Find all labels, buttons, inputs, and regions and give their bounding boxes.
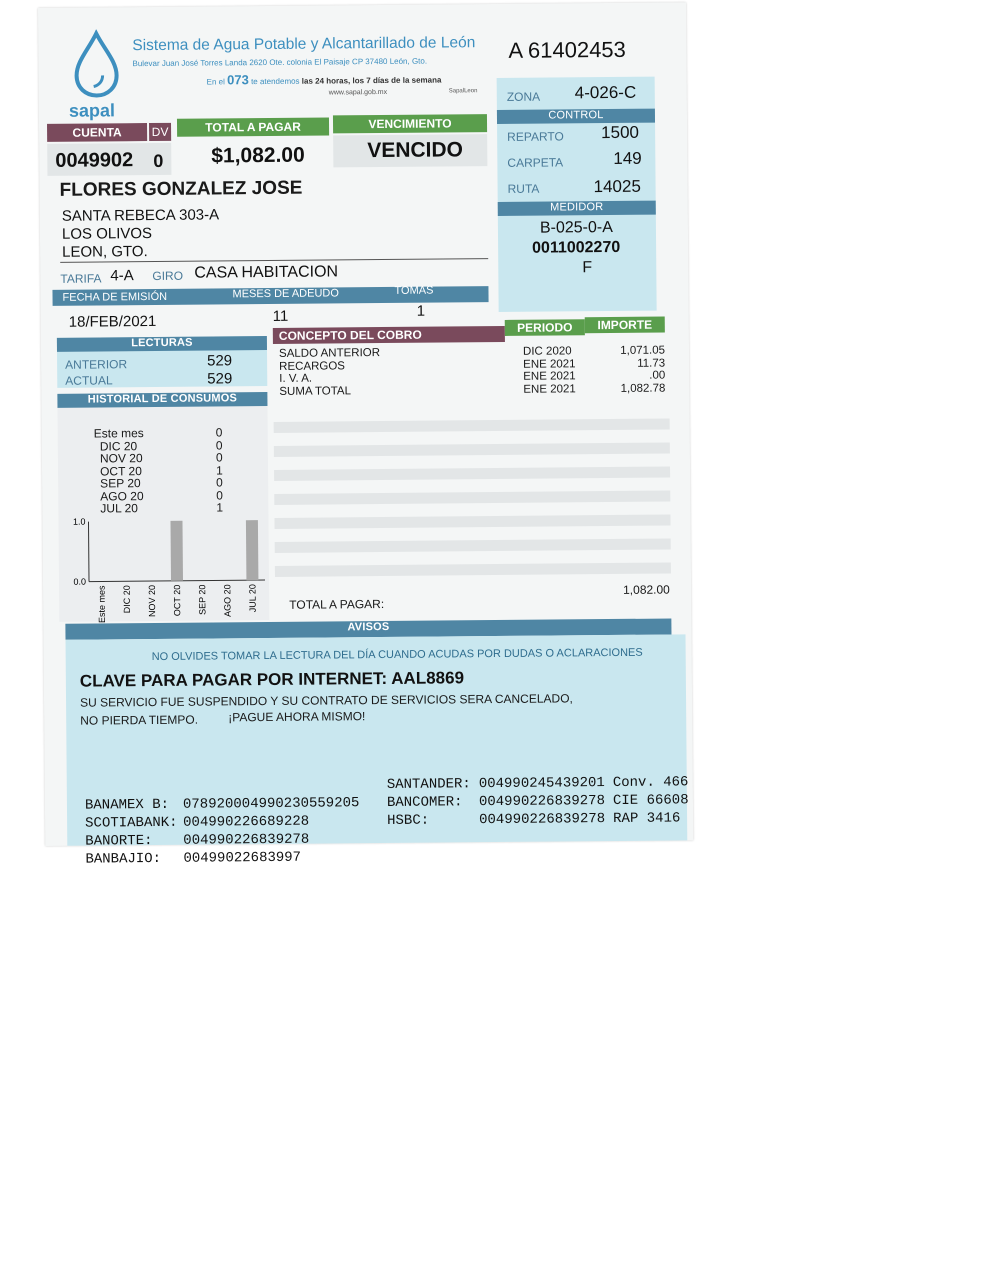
y-tick-label: 0.0 [73,576,87,587]
bank-reference: 004990245439201 [478,775,605,793]
consumption-chart [58,506,269,624]
reparto-label: REPARTO [507,129,564,144]
ruta-value: 14025 [593,176,641,197]
total-header: TOTAL A PAGAR [177,117,329,136]
historial-month: SEP 20 [100,476,141,491]
dv-header: DV [149,123,171,141]
historial-rows [93,425,234,516]
avisos-line2: SU SERVICIO FUE SUSPENDIDO Y SU CONTRATO DE SERVICIOS SERA CANCELADO, [80,691,573,710]
x-tick-label: SEP 20 [197,584,208,615]
carpeta-value: 149 [613,148,642,168]
chart-bar [170,521,183,581]
tarifa-value: 4-A [110,267,134,285]
bank-extra: RAP 3416 [613,810,681,828]
historial-month: DIC 20 [99,438,138,453]
control-header: CONTROL [497,109,655,124]
historial-month: AGO 20 [100,488,144,503]
importe-cell: 1,082.78 [620,382,666,395]
bank-row [85,832,309,850]
concepto-cell: SUMA TOTAL [279,384,351,398]
bank-name: SANTANDER: [386,776,471,793]
avisos-line1: NO OLVIDES TOMAR LA LECTURA DEL DÍA CUANDO ACUDAS POR DUDAS O ACLARACIONES [151,646,643,664]
bank-extra: Conv. 466 [612,774,689,792]
historial-row [94,464,234,477]
periodo-cell: ENE 2021 [523,357,576,371]
historial-value: 0 [215,450,223,465]
historial-month: JUL 20 [100,501,139,516]
bank-row [85,850,301,868]
customer-name: FLORES GONZALEZ JOSE [59,177,303,201]
cuenta-value: 0049902 [55,149,134,172]
historial-month: Este mes [93,426,144,441]
bank-row [387,774,689,793]
customer-city: LEON, GTO. [62,243,148,261]
carpeta-label: CARPETA [507,155,564,170]
cobro-row [279,382,665,397]
bank-row [85,795,360,813]
website: www.sapal.gob.mx [328,88,388,97]
concepto-cell: RECARGOS [279,359,346,373]
org-address: Bulevar Juan José Torres Landa 2620 Ote. colonia El Paisaje CP 37480 León, Gto. [132,56,428,69]
zona-label: ZONA [506,89,541,104]
x-tick-label: JUL 20 [247,584,258,613]
stripe [274,443,670,457]
medidor-line2: 0011002270 [532,238,621,257]
historial-row [94,451,234,464]
bank-name: BANCOMER: [386,794,463,811]
total-value: $1,082.00 [211,143,305,168]
importe-cell: 1,071.05 [620,344,666,357]
y-tick-label: 1.0 [72,516,86,527]
bank-name: BANAMEX B: [84,796,170,814]
stripe [275,538,671,552]
x-tick-label: Este mes [96,585,107,624]
stripe [274,491,670,505]
bank-row [387,810,680,829]
periodo-cell: DIC 2020 [522,345,572,358]
stripe [274,515,670,529]
historial-month: OCT 20 [99,463,142,478]
historial-row [94,439,234,452]
importe-cell: 11.73 [637,357,666,370]
vencimiento-header: VENCIMIENTO [333,114,487,133]
y-axis [88,522,89,582]
bank-name: SCOTIABANK: [85,814,178,832]
bank-reference: 004990226839278 [478,793,606,811]
historial-month: NOV 20 [99,451,143,466]
avisos-line3a: NO PIERDA TIEMPO. [80,712,199,728]
giro-label: GIRO [152,268,184,284]
customer-colonia: LOS OLIVOS [61,225,153,243]
social-handle: SapalLeon [448,88,478,95]
historial-value: 0 [216,475,223,490]
customer-street: SANTA REBECA 303-A [61,206,220,225]
historial-value: 1 [216,500,224,515]
bank-row [387,792,689,811]
meses-adeudo-label: MESES DE ADEUDO [232,287,339,301]
historial-value: 0 [215,425,223,440]
bank-name: BANORTE: [85,833,153,850]
periodo-header: PERIODO [505,319,585,336]
stripe [275,562,671,576]
chart-bar [246,520,259,580]
historial-value: 0 [215,437,223,452]
bank-name: BANBAJIO: [85,850,162,868]
anterior-label: ANTERIOR [65,357,128,372]
importe-header: IMPORTE [585,317,665,334]
dv-value: 0 [153,150,164,171]
x-tick-label: DIC 20 [121,585,132,614]
medidor-header: MEDIDOR [498,201,656,216]
vencimiento-value: VENCIDO [367,138,464,163]
cobro-items [278,344,666,398]
x-tick-label: AGO 20 [222,584,233,617]
bank-row [85,814,309,832]
avisos-line3b: ¡PAGUE AHORA MISMO! [228,709,366,725]
giro-value: CASA HABITACION [194,263,339,282]
tomas-label: TOMAS [394,284,434,297]
fecha-emision-value: 18/FEB/2021 [68,312,157,331]
medidor-line1: B-025-0-A [539,218,613,237]
importe-cell: .00 [649,369,666,382]
concepto-header: CONCEPTO DEL COBRO [273,326,505,344]
periodo-cell: ENE 2021 [523,382,576,396]
reparto-value: 1500 [601,122,640,143]
historial-header: HISTORIAL DE CONSUMOS [57,392,267,408]
phone-prefix: En el [206,77,225,87]
actual-label: ACTUAL [65,373,113,388]
x-tick-label: NOV 20 [146,584,158,618]
historial-value: 0 [216,487,224,502]
clave-internet: CLAVE PARA PAGAR POR INTERNET: AAL8869 [79,668,465,691]
lecturas-header: LECTURAS [57,336,267,352]
org-name: Sistema de Agua Potable y Alcantarillado de León [132,34,476,55]
cuenta-header: CUENTA [47,123,147,142]
x-tick-label: OCT 20 [172,584,183,617]
bank-reference: 004990226689228 [183,813,310,831]
fecha-emision-label: FECHA DE EMISIÓN [62,290,168,304]
total-pagar-value: 1,082.00 [623,582,670,597]
concepto-cell: I. V. A. [279,372,313,385]
bank-name: HSBC: [387,812,430,829]
bank-reference: 078920004990230559205 [182,795,360,813]
bank-extra: CIE 66608 [612,792,689,810]
avisos-header: AVISOS [65,618,671,639]
phone-text2: las 24 horas, los 7 días de la semana [301,75,442,86]
historial-row [94,476,234,489]
historial-row [94,426,234,439]
ruta-label: RUTA [507,181,540,196]
concepto-cell: SALDO ANTERIOR [278,347,381,360]
historial-row [94,489,234,502]
historial-value: 1 [215,462,223,477]
phone-text1: te atendemos [251,76,300,87]
phone-number: 073 [227,72,249,88]
anterior-value: 529 [207,352,233,370]
water-bill [38,2,693,868]
stripe [274,467,670,481]
total-pagar-label: TOTAL A PAGAR: [289,597,385,612]
water-drop-icon [66,29,127,100]
brand-name: sapal [68,100,116,121]
actual-value: 529 [207,370,233,388]
zona-value: 4-026-C [574,82,637,103]
bank-reference: 004990226839278 [479,811,606,829]
tomas-value: 1 [416,302,426,320]
periodo-cell: ENE 2021 [523,370,576,383]
medidor-line3: F [582,259,593,277]
phone-line [207,70,442,87]
bank-reference: 00499022683997 [183,849,302,867]
tarifa-label: TARIFA [60,271,102,286]
meses-adeudo-value: 11 [272,307,289,325]
folio-number: A 61402453 [508,36,626,63]
sapal-logo [66,29,127,120]
bank-reference: 004990226839278 [183,831,310,849]
stripe [274,419,670,433]
